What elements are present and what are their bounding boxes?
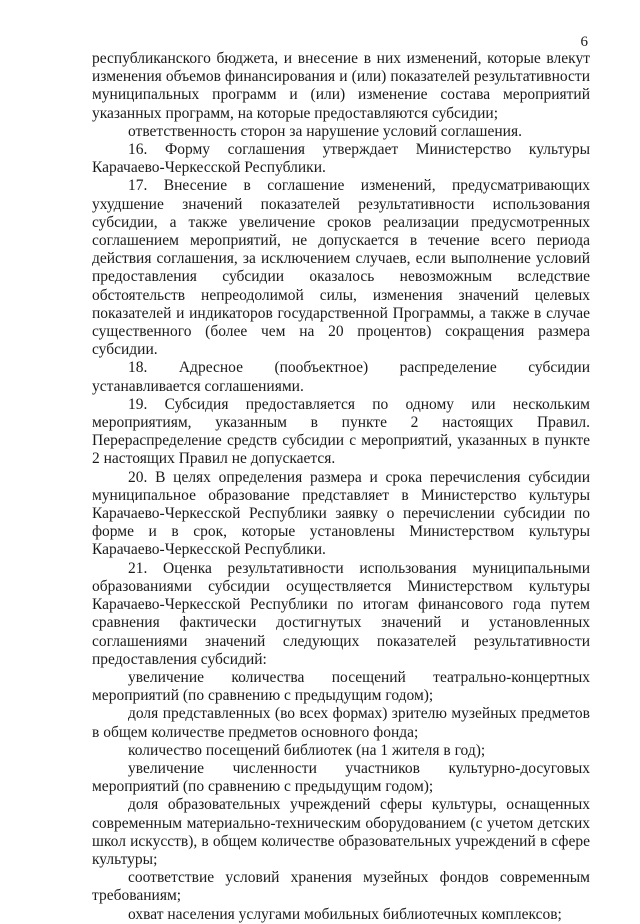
paragraph-responsibility: ответственность сторон за нарушение условий соглашения. bbox=[128, 122, 522, 140]
indicator-library-visits: количество посещений библиотек (на 1 жителя в год); bbox=[128, 741, 486, 759]
indicator-cultural-leisure: увеличение численности участников культурно-досуговых мероприятий (по сравнению с предыдущим годом); bbox=[92, 759, 590, 796]
paragraph-17: 17. Внесение в соглашение изменений, предусматривающих ухудшение значений показателей результативности использования субсидии, а также увеличение сроков реализации предусмотренных соглашением мероприятий, не допускается в течение всего периода действия соглашения, за исключением случаев, если выполнение условий предоставления субсидии оказалось невозможным вследствие обстоятельств непреодолимой силы, изменения значений целевых показателей и индикаторов государственной Программы, а также в случае существенного (более чем на 20 процентов) сокращения размера субсидии. bbox=[92, 177, 590, 359]
indicator-theatre-concert: увеличение количества посещений театрально-концертных мероприятий (по сравнению с предыдущим годом); bbox=[92, 668, 590, 705]
paragraph-21: 21. Оценка результативности использования муниципальными образованиями субсидии осуществляется Министерством культуры Карачаево-Черкесской Республики по итогам финансового года путем сравнения фактически достигнутых значений и установленных соглашениями значений следующих показателей результативности предоставления субсидий: bbox=[92, 559, 590, 668]
indicator-museum-storage: соответствие условий хранения музейных фондов современным требованиям; bbox=[92, 869, 590, 905]
indicator-museum-items: доля представленных (во всех формах) зрителю музейных предметов в общем количестве предметов основного фонда; bbox=[92, 705, 590, 741]
indicator-mobile-libraries: охват населения услугами мобильных библиотечных комплексов; bbox=[128, 905, 562, 923]
paragraph-20: 20. В целях определения размера и срока перечисления субсидии муниципальное образование представляет в Министерство культуры Карачаево-Черкесской Республики заявку о перечислении субсидии по форме и в срок, которые установлены Министерством культуры Карачаево-Черкесской Республики. bbox=[92, 468, 590, 559]
paragraph-19: 19. Субсидия предоставляется по одному или нескольким мероприятиям, указанным в пункте 2 настоящих Правил. Перераспределение средств субсидии с мероприятий, указанных в пункте 2 настоящих Правил не допускается. bbox=[92, 395, 590, 468]
paragraph-16: 16. Форму соглашения утверждает Министерство культуры Карачаево-Черкесской Республики. bbox=[92, 141, 590, 177]
paragraph-18: 18. Адресное (пообъектное) распределение субсидии устанавливается соглашениями. bbox=[92, 359, 590, 395]
page-number: 6 bbox=[580, 34, 588, 50]
indicator-educational-institutions: доля образовательных учреждений сферы культуры, оснащенных современным материально-техническим оборудованием (с учетом детских школ искусств), в общем количестве образовательных учреждений в сфере культуры; bbox=[92, 796, 590, 868]
document-body bbox=[92, 50, 590, 924]
paragraph-budget-changes: республиканского бюджета, и внесение в них изменений, которые влекут изменения объемов финансирования и (или) показателей результативности муниципальных программ и (или) изменение состава мероприятий указанных программ, на которые предоставляются субсидии; bbox=[92, 50, 590, 122]
